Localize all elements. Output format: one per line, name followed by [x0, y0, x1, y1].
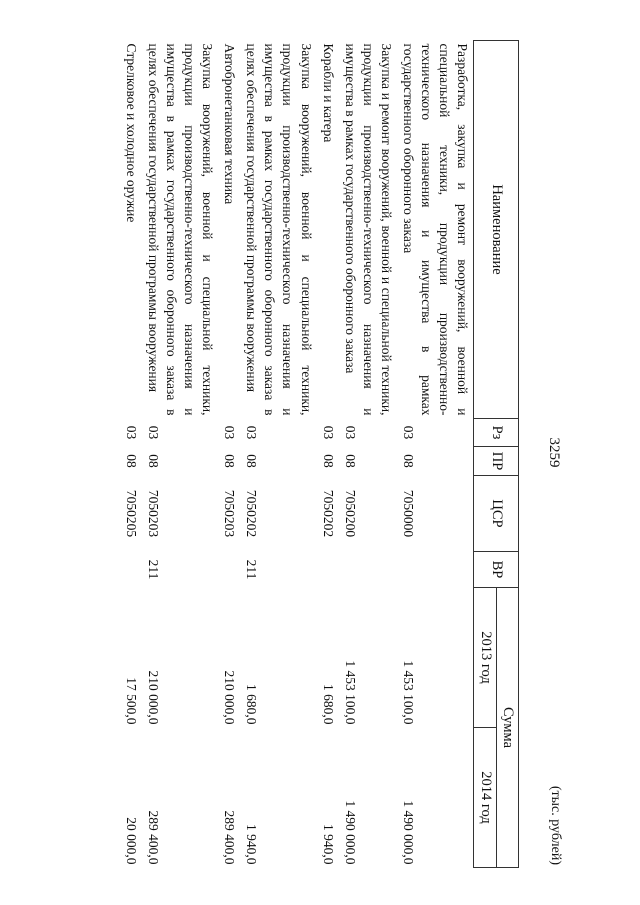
- budget-table: [120, 40, 519, 868]
- cell-y2013: 1 680,0: [244, 684, 260, 725]
- cell-rz: 03: [400, 425, 416, 440]
- cell-y2014: 289 400,0: [222, 810, 238, 865]
- cell-y2013: 1 453 100,0: [342, 660, 358, 725]
- header-2014: 2014 год: [474, 728, 496, 868]
- cell-pr: 08: [145, 454, 161, 468]
- cell-pr: 08: [342, 454, 358, 468]
- cell-y2013: 17 500,0: [123, 677, 139, 725]
- table-row: [240, 41, 316, 868]
- cell-y2014: 1 490 000,0: [400, 800, 416, 865]
- cell-csr: 7050202: [244, 489, 260, 538]
- cell-y2014: 1 490 000,0: [342, 800, 358, 865]
- cell-name: Корабли и катера: [320, 43, 336, 143]
- table-row: [142, 41, 218, 868]
- header-csr: ЦСР: [474, 476, 519, 552]
- table-body: [120, 41, 474, 868]
- units-label: (тыс. рублей): [548, 785, 563, 865]
- table-row: [397, 41, 474, 868]
- cell-csr: 7050203: [222, 489, 238, 538]
- cell-csr: 7050205: [123, 489, 139, 538]
- header-rz: Рз: [474, 419, 519, 447]
- cell-name: Закупка вооружений, военной и специальной техники, продукции производственно-технического назначения и имущества в рамках государственного оборонного заказа в целях обеспечения государственной программы вооружения: [145, 43, 216, 416]
- cell-y2014: 289 400,0: [145, 810, 161, 865]
- cell-vr: 211: [145, 559, 161, 580]
- cell-name: Закупка вооружений, военной и специальной техники, продукции производственно-технического назначения и имущества в рамках государственного оборонного заказа в целях обеспечения государственной программы вооружения: [244, 43, 314, 416]
- cell-vr: [218, 552, 240, 588]
- table-row: [339, 41, 397, 868]
- cell-vr: [317, 552, 339, 588]
- cell-rz: 03: [145, 425, 161, 440]
- cell-pr: 08: [123, 454, 139, 468]
- cell-rz: 03: [320, 425, 336, 440]
- cell-y2014: 20 000,0: [123, 817, 139, 865]
- cell-csr: 7050200: [342, 489, 358, 538]
- cell-y2013: 1 680,0: [320, 684, 336, 725]
- cell-name: Стрелковое и холодное оружие: [123, 43, 139, 223]
- table-row: [120, 41, 142, 868]
- header-name: Наименование: [474, 41, 519, 419]
- table-row: [317, 41, 339, 868]
- table-header: [474, 41, 519, 868]
- header-pr: ПР: [474, 447, 519, 476]
- cell-csr: 7050203: [145, 489, 161, 538]
- cell-rz: 03: [123, 425, 139, 440]
- cell-pr: 08: [400, 454, 416, 468]
- cell-rz: 03: [342, 425, 358, 440]
- cell-rz: 03: [244, 425, 260, 440]
- cell-rz: 03: [222, 425, 238, 440]
- cell-vr: [120, 552, 142, 588]
- cell-y2014: 1 940,0: [244, 824, 260, 865]
- header-sum: Сумма: [496, 588, 518, 868]
- page-number: 3259: [546, 437, 562, 468]
- cell-name: Автобронетанковая техника: [222, 43, 238, 205]
- cell-pr: 08: [222, 454, 238, 468]
- cell-name: Разработка, закупка и ремонт вооружений, военной и специальной техники, продукции производственно-технического назначения и имущества в рамках государственного оборонного заказа: [400, 43, 471, 416]
- cell-vr: [339, 552, 397, 588]
- cell-y2013: 210 000,0: [222, 670, 238, 725]
- header-2013: 2013 год: [474, 588, 496, 728]
- header-vr: ВР: [474, 552, 519, 588]
- cell-name: Закупка и ремонт вооружений, военной и специальной техники, продукции производственно-технического назначения и имущества в рамках государственного оборонного заказа: [342, 43, 394, 416]
- cell-vr: [397, 552, 474, 588]
- cell-y2013: 1 453 100,0: [400, 660, 416, 725]
- cell-pr: 08: [320, 454, 336, 468]
- cell-pr: 08: [244, 454, 260, 468]
- cell-csr: 7050000: [400, 489, 416, 538]
- cell-y2014: 1 940,0: [320, 824, 336, 865]
- cell-vr: 211: [244, 559, 260, 580]
- table-row: [218, 41, 240, 868]
- cell-csr: 7050202: [320, 489, 336, 538]
- cell-y2013: 210 000,0: [145, 670, 161, 725]
